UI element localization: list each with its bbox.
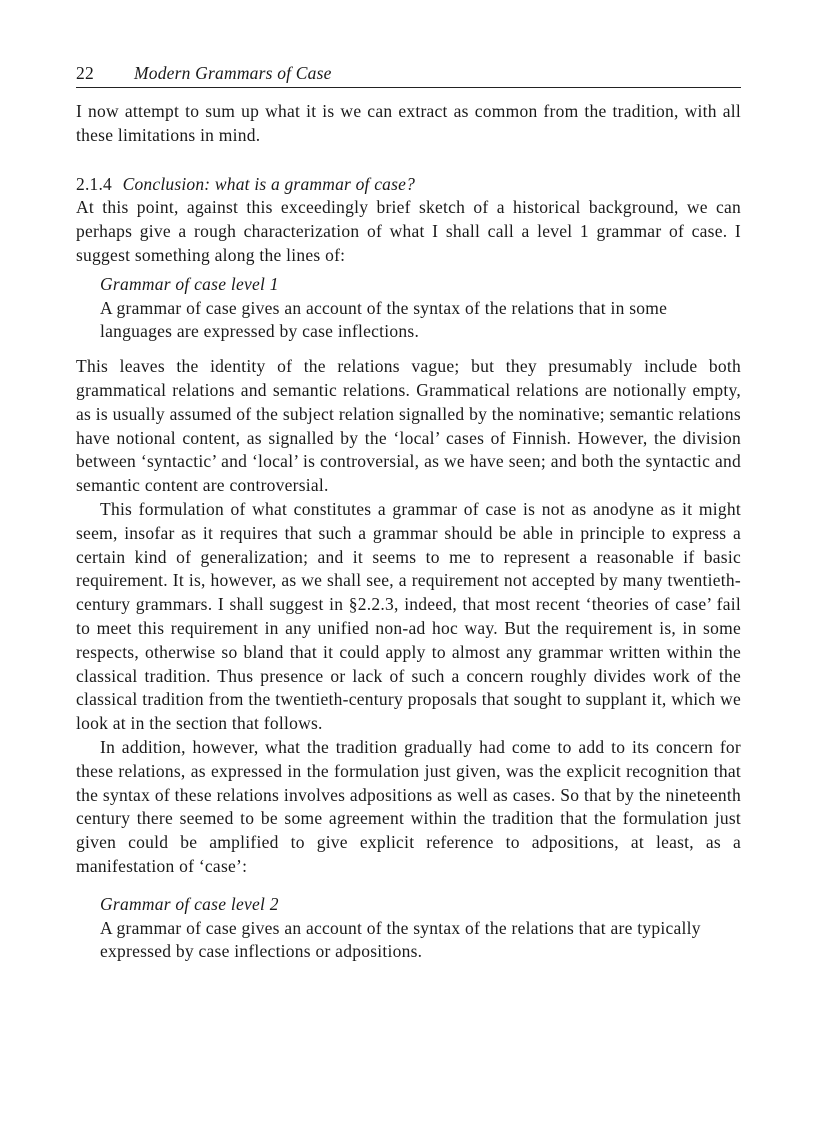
paragraph-formulation: This formulation of what constitutes a grammar of case is not as anodyne as it might seem, insofar as it requires that such a grammar should be able in principle to express a certain kind of generalization; and it seems to me to represent a reasonable if basic requirement. It is, however, as we shall see, a requirement not accepted by many twentieth-century grammars. I shall suggest in §2.2.3, indeed, that most recent ‘theories of case’ fail to meet this requirement in any unified non-ad hoc way. But the requirement is, in some respects, otherwise so bland that it could apply to almost any grammar written within the classical tradition. Thus presence or lack of such a concern roughly divides work of the classical tradition from the twentieth-century proposals that sought to supplant it, which we look at in the section that follows. <box>76 498 741 734</box>
definition-block-level-1 <box>100 273 741 344</box>
book-title: Modern Grammars of Case <box>134 63 332 83</box>
paragraph-relations: This leaves the identity of the relations vague; but they presumably include both grammatical relations and semantic relations. Grammatical relations are notionally empty, as is usually assumed of the subject relation signalled by the nominative; semantic relations have notional content, as signalled by the ‘local’ cases of Finnish. However, the division between ‘syntactic’ and ‘local’ is controversial, as we have seen; and both the syntactic and semantic content are controversial. <box>76 356 741 496</box>
book-page <box>76 62 741 975</box>
paragraph-adpositions: In addition, however, what the tradition gradually had come to add to its concern for these relations, as expressed in the formulation just given, was the explicit recognition that the syntax of these relations involves adpositions as well as cases. So that by the nineteenth century there seemed to be some agreement within the tradition that the formulation just given could be amplified to give explicit reference to adpositions, at least, as a manifestation of ‘case’: <box>76 736 741 876</box>
definition-block-level-2 <box>100 893 741 964</box>
paragraph-characterization: At this point, against this exceedingly brief sketch of a historical background, we can perhaps give a rough characterization of what I shall call a level 1 grammar of case. I suggest something along the lines of: <box>76 197 741 265</box>
section-heading <box>76 173 741 197</box>
definition-text-level-1: A grammar of case gives an account of the syntax of the relations that in some languages are expressed by case inflections. <box>100 297 668 342</box>
section-title: Conclusion: what is a grammar of case? <box>122 173 416 194</box>
intro-paragraph: I now attempt to sum up what it is we can extract as common from the tradition, with all these limitations in mind. <box>76 101 741 145</box>
definition-text-level-2: A grammar of case gives an account of the syntax of the relations that are typically expressed by case inflections or adpositions. <box>100 917 701 962</box>
definition-title-level-2: Grammar of case level 2 <box>100 893 279 914</box>
definition-title-level-1: Grammar of case level 1 <box>100 273 279 294</box>
section-number: 2.1.4 <box>76 173 112 194</box>
running-header <box>76 62 741 88</box>
page-number: 22 <box>76 63 94 83</box>
